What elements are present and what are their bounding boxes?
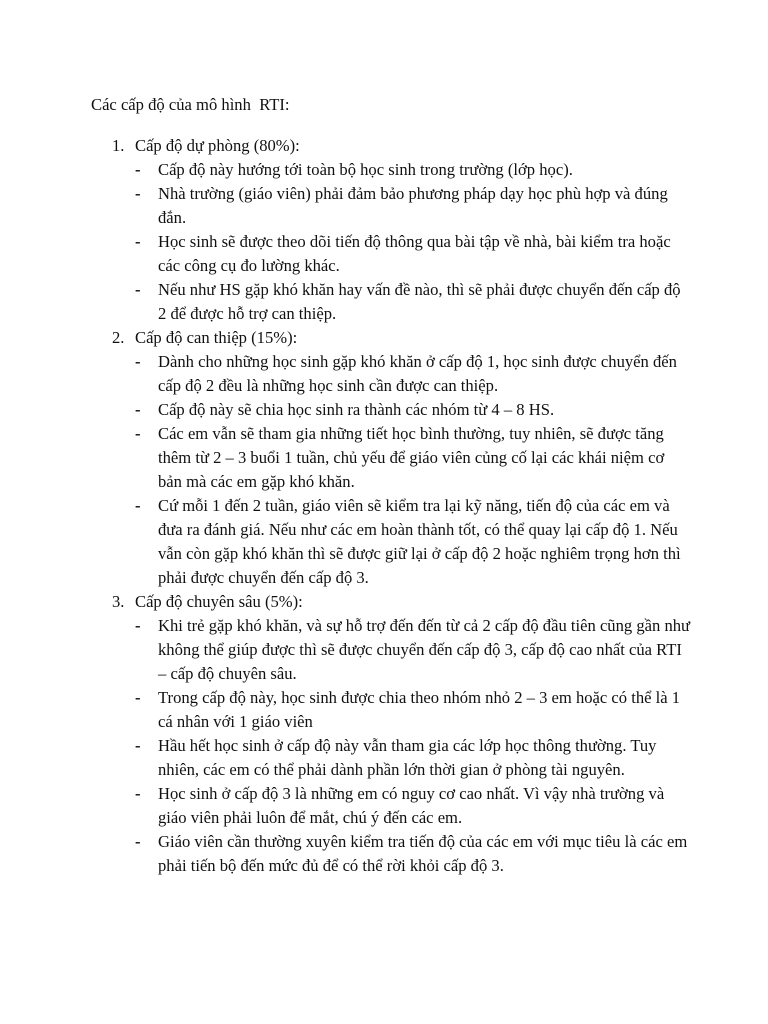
bullet-point: [91, 614, 691, 686]
level-heading: Cấp độ chuyên sâu (5%):: [135, 592, 303, 611]
dash-bullet-icon: -: [135, 352, 141, 371]
bullet-text: Dành cho những học sinh gặp khó khăn ở cấp độ 1, học sinh được chuyển đến cấp độ 2 đều là những học sinh cần được can thiệp.: [158, 352, 677, 395]
dash-bullet-icon: -: [135, 232, 141, 251]
bullet-text: Các em vẫn sẽ tham gia những tiết học bình thường, tuy nhiên, sẽ được tăng thêm từ 2 – 3 buổi 1 tuần, chủ yếu để giáo viên củng cố lại các khái niệm cơ bản mà các em gặp khó khăn.: [158, 424, 665, 491]
dash-bullet-icon: -: [135, 832, 141, 851]
bullet-text: Cứ mỗi 1 đến 2 tuần, giáo viên sẽ kiểm tra lại kỹ năng, tiến độ của các em và đưa ra đánh giá. Nếu như các em hoàn thành tốt, có thể quay lại cấp độ 1. Nếu vẫn còn gặp khó khăn thì sẽ được giữ lại ở cấp độ 2 hoặc nghiêm trọng hơn thì phải được chuyển đến cấp độ 3.: [158, 496, 681, 587]
document-title: Các cấp độ của mô hình RTI:: [91, 95, 290, 114]
level-item: [91, 590, 691, 878]
bullet-text: Cấp độ này hướng tới toàn bộ học sinh trong trường (lớp học).: [158, 160, 573, 179]
bullet-point: [91, 734, 691, 782]
level-points: [91, 158, 691, 326]
dash-bullet-icon: -: [135, 424, 141, 443]
level-points: [91, 350, 691, 590]
level-number: 1.: [112, 136, 125, 155]
bullet-point: [91, 830, 691, 878]
bullet-text: Cấp độ này sẽ chia học sinh ra thành các nhóm từ 4 – 8 HS.: [158, 400, 555, 419]
level-points: [91, 614, 691, 878]
level-heading: Cấp độ can thiệp (15%):: [135, 328, 298, 347]
dash-bullet-icon: -: [135, 688, 141, 707]
dash-bullet-icon: -: [135, 184, 141, 203]
bullet-point: [91, 686, 691, 734]
level-heading: Cấp độ dự phòng (80%):: [135, 136, 300, 155]
dash-bullet-icon: -: [135, 400, 141, 419]
levels-list: [91, 134, 691, 878]
bullet-text: Giáo viên cần thường xuyên kiểm tra tiến độ của các em với mục tiêu là các em phải tiến bộ đến mức đủ để có thể rời khỏi cấp độ 3.: [158, 832, 688, 875]
dash-bullet-icon: -: [135, 160, 141, 179]
bullet-point: [91, 278, 691, 326]
bullet-text: Học sinh ở cấp độ 3 là những em có nguy cơ cao nhất. Vì vậy nhà trường và giáo viên phải luôn để mắt, chú ý đến các em.: [158, 784, 665, 827]
bullet-point: [91, 422, 691, 494]
bullet-text: Khi trẻ gặp khó khăn, và sự hỗ trợ đến đến từ cả 2 cấp độ đầu tiên cũng gần như không thể giúp được thì sẽ được chuyển đến cấp độ 3, cấp độ cao nhất của RTI – cấp độ chuyên sâu.: [158, 616, 691, 683]
bullet-text: Trong cấp độ này, học sinh được chia theo nhóm nhỏ 2 – 3 em hoặc có thể là 1 cá nhân với 1 giáo viên: [158, 688, 681, 731]
bullet-point: [91, 494, 691, 590]
dash-bullet-icon: -: [135, 784, 141, 803]
bullet-text: Nếu như HS gặp khó khăn hay vấn đề nào, thì sẽ phải được chuyển đến cấp độ 2 để được hỗ trợ can thiệp.: [158, 280, 681, 323]
level-item: [91, 326, 691, 590]
dash-bullet-icon: -: [135, 496, 141, 515]
level-number: 3.: [112, 592, 125, 611]
bullet-point: [91, 398, 691, 422]
bullet-text: Học sinh sẽ được theo dõi tiến độ thông qua bài tập về nhà, bài kiểm tra hoặc các công cụ đo lường khác.: [158, 232, 671, 275]
dash-bullet-icon: -: [135, 736, 141, 755]
level-number: 2.: [112, 328, 125, 347]
bullet-point: [91, 182, 691, 230]
dash-bullet-icon: -: [135, 616, 141, 635]
bullet-point: [91, 350, 691, 398]
bullet-point: [91, 230, 691, 278]
bullet-text: Nhà trường (giáo viên) phải đảm bảo phương pháp dạy học phù hợp và đúng đắn.: [158, 184, 668, 227]
bullet-text: Hầu hết học sinh ở cấp độ này vẫn tham gia các lớp học thông thường. Tuy nhiên, các em có thể phải dành phần lớn thời gian ở phòng tài nguyên.: [158, 736, 657, 779]
bullet-point: [91, 158, 691, 182]
dash-bullet-icon: -: [135, 280, 141, 299]
level-item: [91, 134, 691, 326]
bullet-point: [91, 782, 691, 830]
